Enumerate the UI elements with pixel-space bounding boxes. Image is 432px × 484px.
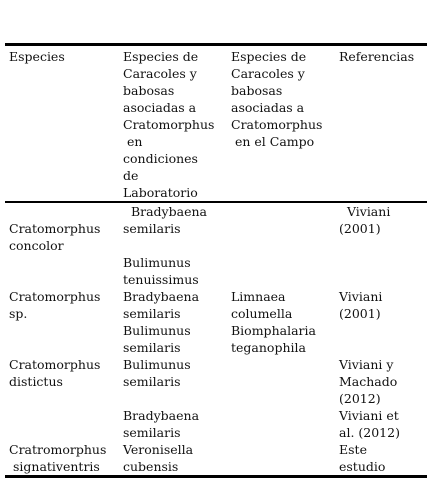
row-4-lab: Bradybaena semilaris [123,408,200,440]
row-3-species: Cratomorphus distictus [9,357,101,389]
row-3-ref: Viviani y Machado (2012) [339,357,398,406]
header-species: Especies [9,49,65,64]
row-1-species: Cratomorphus concolor [9,221,101,253]
row-2-lab: Bradybaena semilaris Bulimunus semilaris [123,289,200,355]
row-3-lab: Bulimunus semilaris [123,357,191,389]
header-lab-species: Especies de Caracoles y babosas asociadas a Cratomorphus en condiciones de Laboratorio [123,49,215,200]
row-2-species: Cratomorphus sp. [9,289,101,321]
row-1-ref: Viviani (2001) [339,204,391,236]
row-1-lab: Bradybaena semilaris Bulimunus tenuissimus [123,204,207,287]
row-5-lab: Veronisella cubensis [123,442,194,474]
header-references: Referencias [339,49,415,64]
row-4-ref: Viviani et al. (2012) [339,408,400,440]
row-2-field: Limnaea columella Biomphalaria teganophila [231,289,316,355]
row-5-species: Cratromorphus signativentris [9,442,107,474]
bottom-rule [5,475,427,478]
row-2-ref: Viviani (2001) [339,289,383,321]
header-field-species: Especies de Caracoles y babosas asociadas a Cratomorphus en el Campo [231,49,323,149]
top-rule [5,43,427,46]
row-5-ref: Este estudio [339,442,386,474]
